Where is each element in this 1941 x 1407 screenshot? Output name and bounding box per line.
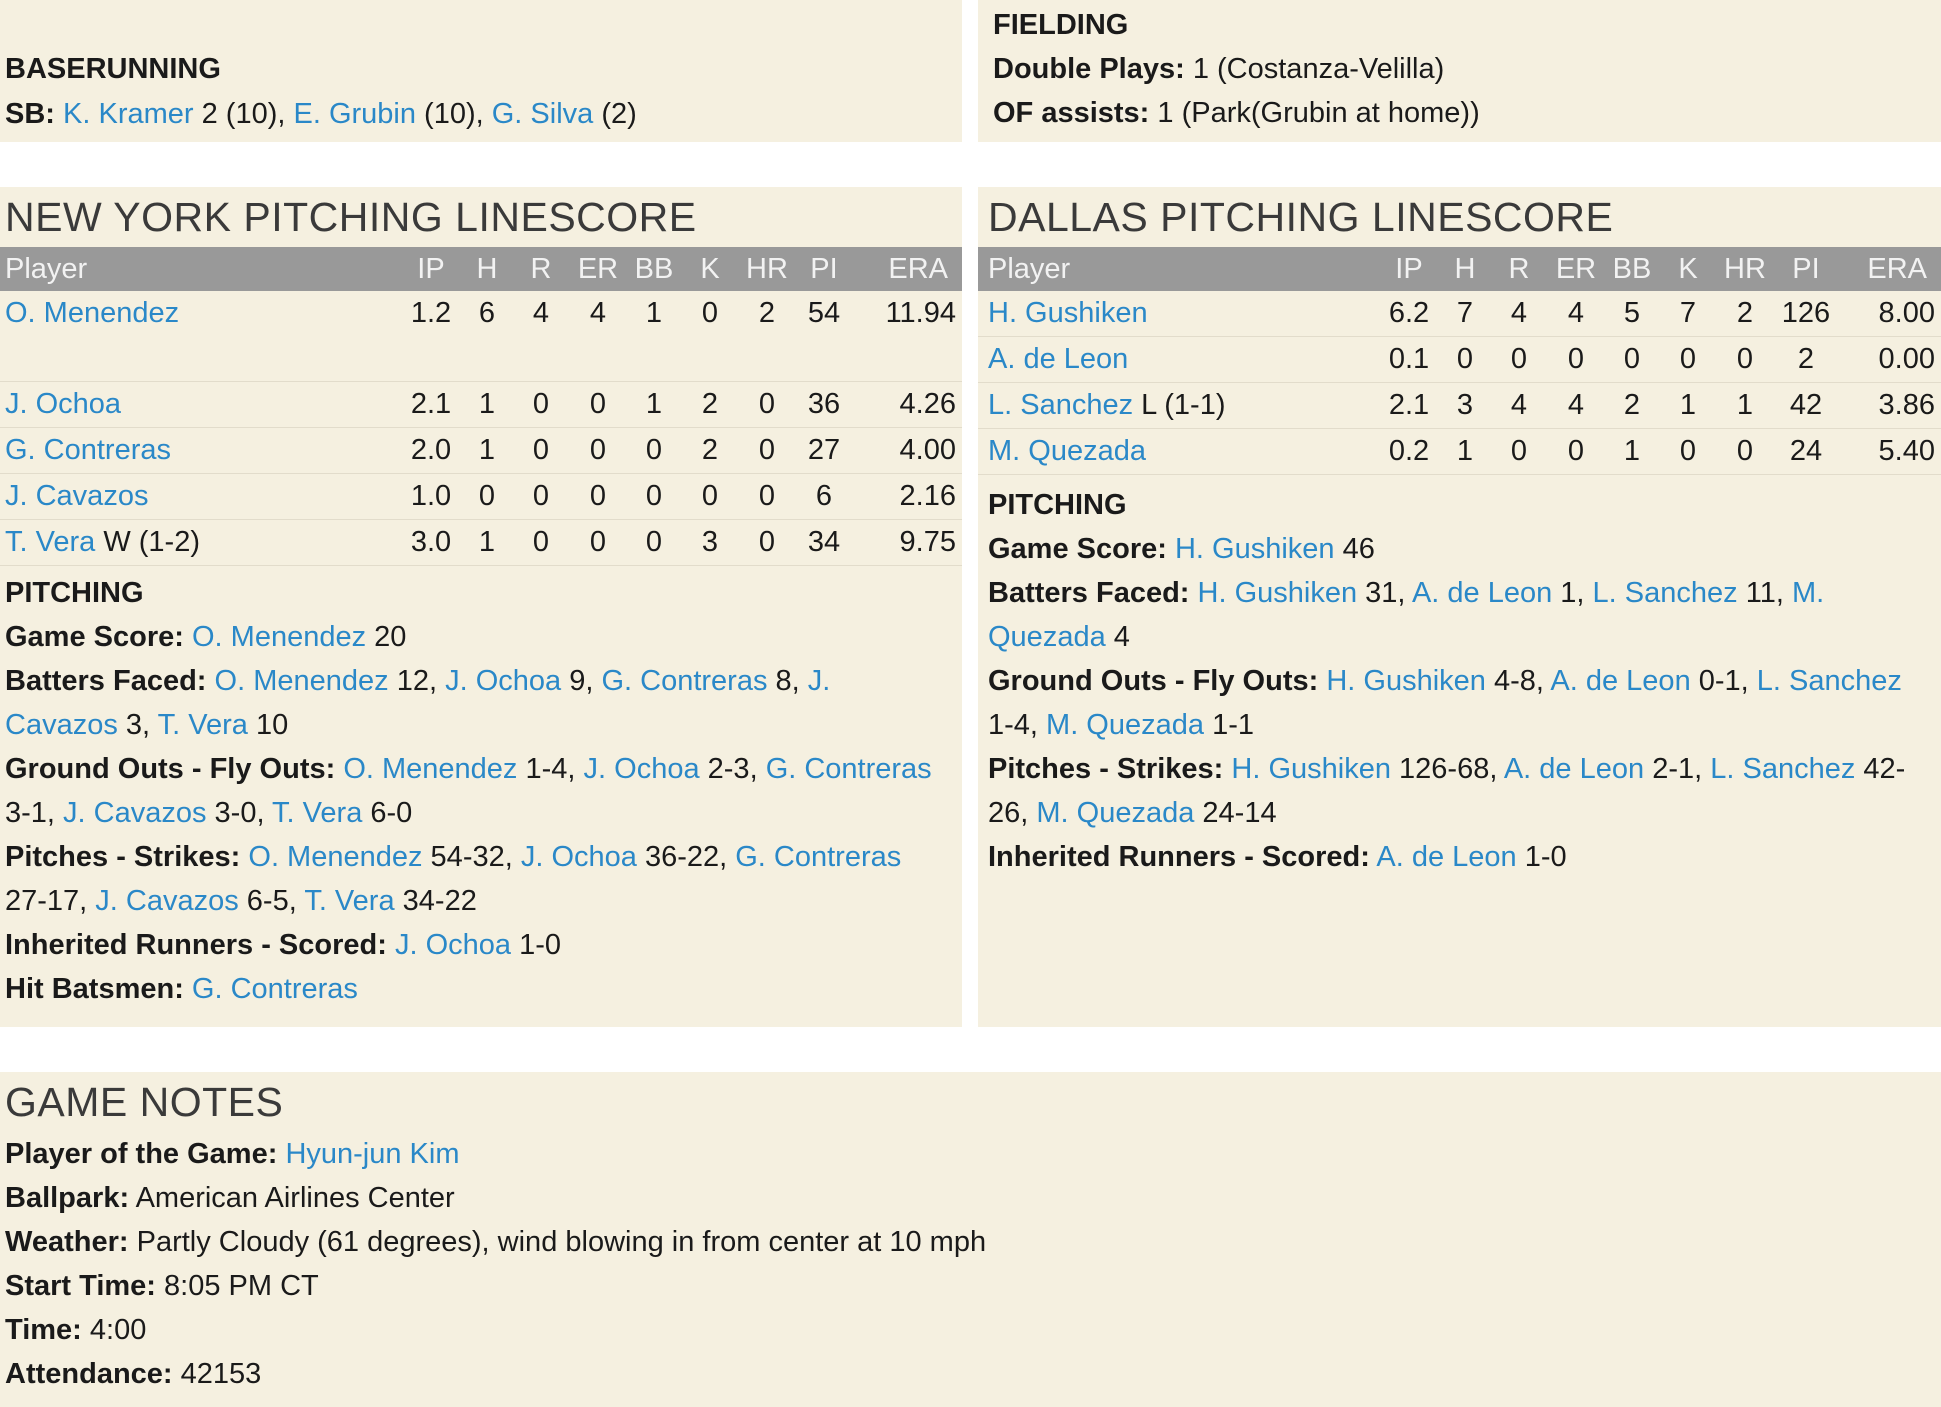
player-link[interactable]: J. Cavazos [63,797,207,829]
player-link[interactable]: J. Ochoa [5,388,122,420]
ny-game-score-line [5,615,950,659]
player-of-game-link[interactable]: Hyun-jun Kim [285,1138,460,1170]
col-header-bb: BB [626,247,682,291]
dal-header-row [978,247,1941,291]
stat-text: 42-26, [988,753,1906,829]
game-score-label: Game Score: [988,533,1167,565]
stat-cell-pi: 27 [796,428,852,474]
attendance-value: 42153 [172,1358,262,1390]
player-cell [0,291,400,382]
stolen-bases-line [0,92,637,136]
game-time-value: 4:00 [81,1314,147,1346]
stat-cell-k: 0 [1660,337,1716,383]
stat-cell-bb: 0 [626,474,682,520]
stat-cell-bb: 0 [626,520,682,566]
player-link[interactable]: M. Quezada [1046,709,1205,741]
stat-cell-ip: 2.1 [400,382,462,428]
player-link[interactable]: T. Vera [304,885,395,917]
dal-pitching-title: DALLAS PITCHING LINESCORE [988,194,1614,240]
stat-cell-hr: 0 [738,428,796,474]
stat-text: 2-3, [699,753,766,785]
pitches-strikes-label: Pitches - Strikes: [5,841,241,873]
table-row [0,291,962,382]
dal-game-score-list [1175,533,1375,565]
stat-text: (10), [415,98,492,130]
stat-cell-era: 0.00 [1838,337,1941,383]
player-link[interactable]: M. Quezada [1036,797,1195,829]
stat-text: 126-68, [1390,753,1504,785]
stat-cell-r: 0 [512,428,570,474]
ny-hit-batsmen-list [192,973,358,1005]
fielding-title: FIELDING [993,9,1129,41]
stat-cell-h: 0 [462,474,512,520]
player-link[interactable]: O. Menendez [248,841,423,873]
decision-note: L (1-1) [1133,389,1226,421]
stat-text: 1-1 [1204,709,1254,741]
ny-pitches-line [5,835,950,923]
stat-cell-k: 0 [682,291,738,382]
stat-cell-h: 1 [1440,429,1490,475]
stat-text: 27-17, [5,885,96,917]
stat-cell-r: 0 [512,382,570,428]
dal-pitching-notes [978,475,1933,879]
batters-faced-label: Batters Faced: [5,665,207,697]
stat-cell-bb: 0 [626,428,682,474]
dal-inherited-list [1376,841,1566,873]
start-time-value: 8:05 PM CT [155,1270,319,1302]
stat-cell-r: 4 [1490,291,1548,337]
stat-text: 10 [247,709,289,741]
stat-cell-ip: 2.0 [400,428,462,474]
stat-cell-era: 4.26 [852,382,962,428]
stat-text: 4-8, [1485,665,1551,697]
inherited-runners-label: Inherited Runners - Scored: [5,929,387,961]
player-link[interactable]: L. Sanchez [988,389,1134,421]
game-time-label: Time: [5,1314,82,1346]
player-link[interactable]: O. Menendez [191,621,367,653]
stat-cell-hr: 1 [1716,383,1774,429]
ny-hit-batsmen-line [5,967,950,1011]
hit-batsmen-label: Hit Batsmen: [5,973,184,1005]
stat-cell-ip: 1.2 [400,291,462,382]
stat-cell-bb: 0 [1604,337,1660,383]
player-cell [978,337,1378,383]
stat-cell-pi: 42 [1774,383,1838,429]
player-link[interactable]: O. Menendez [5,297,180,329]
stat-cell-h: 1 [462,382,512,428]
player-link[interactable]: J. Cavazos [95,885,239,917]
player-link[interactable]: E. Grubin [293,98,416,130]
stat-cell-hr: 0 [1716,429,1774,475]
stat-text: 34-22 [394,885,477,917]
stat-cell-h: 6 [462,291,512,382]
player-link[interactable]: A. de Leon [1376,841,1517,873]
ny-game-score-list [192,621,406,653]
stat-text: 11, [1737,577,1792,609]
sb-list [63,98,637,130]
player-link[interactable]: H. Gushiken [1326,665,1486,697]
stat-cell-h: 7 [1440,291,1490,337]
stat-cell-ip: 2.1 [1378,383,1440,429]
stat-cell-k: 2 [682,382,738,428]
stat-cell-r: 0 [512,520,570,566]
stat-cell-er: 0 [570,382,626,428]
stat-cell-bb: 1 [626,382,682,428]
baserunning-panel [0,0,962,142]
col-header-h: H [462,247,512,291]
stat-cell-er: 0 [1548,429,1604,475]
col-header-ip: IP [1378,247,1440,291]
sb-label: SB: [5,98,55,130]
stat-cell-bb: 2 [1604,383,1660,429]
col-header-r: R [512,247,570,291]
col-header-er: ER [1548,247,1604,291]
player-link[interactable]: K. Kramer [63,98,194,130]
dal-go-fo-line [988,659,1933,747]
player-link[interactable]: A. de Leon [1550,665,1691,697]
table-row [978,337,1941,383]
game-notes-list [0,1132,1941,1396]
ny-pitching-subtitle: PITCHING [5,577,144,609]
stat-cell-r: 4 [512,291,570,382]
stat-cell-er: 0 [570,520,626,566]
stat-cell-pi: 6 [796,474,852,520]
go-fo-label: Ground Outs - Fly Outs: [5,753,336,785]
ny-linescore-table [0,247,962,566]
player-link[interactable]: O. Menendez [343,753,518,785]
player-link[interactable]: G. Silva [491,98,594,130]
player-link[interactable]: H. Gushiken [988,297,1148,329]
player-cell [978,291,1378,337]
stat-cell-h: 3 [1440,383,1490,429]
stat-cell-hr: 2 [738,291,796,382]
col-header-h: H [1440,247,1490,291]
stat-text: 6-5, [238,885,305,917]
batters-faced-label: Batters Faced: [988,577,1190,609]
player-link[interactable]: L. Sanchez [1592,577,1738,609]
stat-cell-era: 2.16 [852,474,962,520]
col-header-k: K [1660,247,1716,291]
col-header-er: ER [570,247,626,291]
player-link[interactable]: G. Contreras [735,841,902,873]
player-link[interactable]: A. de Leon [1411,577,1553,609]
stat-text: 24-14 [1194,797,1277,829]
ny-inherited-list [395,929,561,961]
player-link[interactable]: M. Quezada [988,435,1146,467]
stat-cell-k: 0 [682,474,738,520]
stat-text: 1-4, [988,709,1047,741]
stat-cell-era: 11.94 [852,291,962,382]
stat-text: 3-1, [5,797,64,829]
stat-cell-h: 1 [462,520,512,566]
stat-cell-k: 7 [1660,291,1716,337]
baserunning-title: BASERUNNING [5,53,221,85]
stat-cell-er: 0 [570,474,626,520]
stat-cell-era: 5.40 [1838,429,1941,475]
player-cell [0,474,400,520]
player-link[interactable]: J. Ochoa [394,929,512,961]
stat-text: 12, [388,665,446,697]
stat-cell-era: 8.00 [1838,291,1941,337]
ny-batters-faced-line [5,659,950,747]
stat-text: (2) [593,98,637,130]
player-link[interactable]: M. Quezada [988,577,1825,653]
attendance-line [5,1352,1941,1396]
player-link[interactable]: J. Ochoa [445,665,562,697]
weather-label: Weather: [5,1226,129,1258]
stat-text: 3-0, [206,797,273,829]
ny-go-fo-line [5,747,950,835]
game-notes-title: GAME NOTES [5,1079,284,1125]
inherited-runners-label: Inherited Runners - Scored: [988,841,1370,873]
ny-pitching-title: NEW YORK PITCHING LINESCORE [5,194,697,240]
col-header-hr: HR [1716,247,1774,291]
stat-cell-hr: 0 [1716,337,1774,383]
game-time-line [5,1308,1941,1352]
stat-text: 1-0 [511,929,561,961]
dal-linescore-table [978,247,1941,475]
stat-cell-bb: 5 [1604,291,1660,337]
start-time-line [5,1264,1941,1308]
stat-cell-pi: 126 [1774,291,1838,337]
stat-text: 1, [1552,577,1593,609]
stat-cell-ip: 1.0 [400,474,462,520]
ny-header-row [0,247,962,291]
player-cell [0,382,400,428]
dal-pitching-subtitle: PITCHING [988,489,1127,521]
stat-text: 1-4, [517,753,584,785]
stat-cell-er: 4 [1548,291,1604,337]
stat-cell-er: 4 [570,291,626,382]
col-header-hr: HR [738,247,796,291]
weather-line [5,1220,1941,1264]
player-of-game-line [5,1132,1941,1176]
stat-cell-bb: 1 [1604,429,1660,475]
col-header-ip: IP [400,247,462,291]
ballpark-line [5,1176,1941,1220]
player-link[interactable]: J. Cavazos [5,665,831,741]
stat-text: 8, [767,665,808,697]
stat-text: 6-0 [362,797,413,829]
ny-inherited-line [5,923,950,967]
pitches-strikes-label: Pitches - Strikes: [988,753,1224,785]
stat-cell-r: 4 [1490,383,1548,429]
player-link[interactable]: G. Contreras [765,753,932,785]
stat-cell-k: 2 [682,428,738,474]
table-row [0,474,962,520]
stat-text: 1-0 [1516,841,1567,873]
col-header-player: Player [978,247,1378,291]
dal-game-score-line [988,527,1933,571]
dal-rows [978,291,1941,475]
go-fo-label: Ground Outs - Fly Outs: [988,665,1319,697]
attendance-label: Attendance: [5,1358,173,1390]
stat-text: 54-32, [422,841,521,873]
stat-cell-er: 0 [1548,337,1604,383]
dal-inherited-line [988,835,1933,879]
player-cell [0,428,400,474]
player-cell [978,429,1378,475]
player-link[interactable]: H. Gushiken [1231,753,1391,785]
col-header-era: ERA [852,247,962,291]
stat-cell-h: 0 [1440,337,1490,383]
stat-cell-k: 0 [1660,429,1716,475]
of-assists-line [988,91,1480,135]
stat-cell-pi: 36 [796,382,852,428]
table-row [978,429,1941,475]
ballpark-label: Ballpark: [5,1182,130,1214]
stat-cell-era: 3.86 [1838,383,1941,429]
decision-note: W (1-2) [95,526,200,558]
start-time-label: Start Time: [5,1270,156,1302]
player-link[interactable]: J. Ochoa [583,753,700,785]
col-header-pi: PI [796,247,852,291]
stat-cell-bb: 1 [626,291,682,382]
player-link[interactable]: G. Contreras [5,434,171,466]
stat-cell-h: 1 [462,428,512,474]
stat-text: 46 [1334,533,1375,565]
stat-cell-era: 4.00 [852,428,962,474]
col-header-pi: PI [1774,247,1838,291]
stat-cell-er: 0 [570,428,626,474]
stat-cell-hr: 2 [1716,291,1774,337]
player-link[interactable]: J. Cavazos [5,480,149,512]
stat-cell-ip: 6.2 [1378,291,1440,337]
stat-cell-er: 4 [1548,383,1604,429]
player-link[interactable]: L. Sanchez [1756,665,1902,697]
stat-text: 3, [117,709,158,741]
player-link[interactable]: G. Contreras [191,973,358,1005]
stat-cell-hr: 0 [738,474,796,520]
player-cell [0,520,400,566]
stat-cell-r: 0 [512,474,570,520]
player-cell [978,383,1378,429]
stat-text: 31, [1357,577,1412,609]
col-header-era: ERA [1838,247,1941,291]
col-header-player: Player [0,247,400,291]
stat-text: 0-1, [1690,665,1757,697]
player-link[interactable]: A. de Leon [1503,753,1645,785]
stat-cell-ip: 0.2 [1378,429,1440,475]
ballpark-value: American Airlines Center [129,1182,455,1214]
weather-value: Partly Cloudy (61 degrees), wind blowing in from center at 10 mph [128,1226,987,1258]
player-link[interactable]: O. Menendez [214,665,389,697]
col-header-bb: BB [1604,247,1660,291]
double-plays-value: 1 (Costanza-Velilla) [1184,53,1445,85]
fielding-panel [978,0,1941,142]
player-link[interactable]: H. Gushiken [1197,577,1358,609]
stat-cell-k: 3 [682,520,738,566]
player-link[interactable]: H. Gushiken [1174,533,1335,565]
stat-cell-r: 0 [1490,337,1548,383]
player-link[interactable]: J. Ochoa [520,841,637,873]
player-link[interactable]: L. Sanchez [1710,753,1856,785]
player-link[interactable]: A. de Leon [988,343,1129,375]
double-plays-label: Double Plays: [993,53,1185,85]
table-row [978,383,1941,429]
player-link[interactable]: T. Vera [5,526,96,558]
player-link[interactable]: T. Vera [157,709,248,741]
ny-pitching-notes [0,566,950,1011]
stat-cell-ip: 3.0 [400,520,462,566]
game-notes-panel [0,1072,1941,1407]
stat-cell-k: 1 [1660,383,1716,429]
stat-text: 2-1, [1644,753,1711,785]
stat-cell-pi: 2 [1774,337,1838,383]
dal-pitching-panel [978,187,1941,1027]
stat-cell-pi: 34 [796,520,852,566]
dal-batters-faced-line [988,571,1933,659]
of-assists-label: OF assists: [993,97,1150,129]
game-score-label: Game Score: [5,621,184,653]
stat-cell-hr: 0 [738,382,796,428]
table-row [0,520,962,566]
table-row [0,382,962,428]
stat-text: 9, [561,665,602,697]
stat-text: 2 (10), [193,98,294,130]
col-header-r: R [1490,247,1548,291]
stat-cell-era: 9.75 [852,520,962,566]
stat-text: 36-22, [636,841,736,873]
player-link[interactable]: G. Contreras [601,665,768,697]
player-link[interactable]: T. Vera [272,797,363,829]
double-plays-line [988,47,1444,91]
col-header-k: K [682,247,738,291]
stat-cell-pi: 54 [796,291,852,382]
ny-rows [0,291,962,566]
ny-pitching-panel [0,187,962,1027]
stat-cell-ip: 0.1 [1378,337,1440,383]
stat-cell-r: 0 [1490,429,1548,475]
dal-pitches-line [988,747,1933,835]
player-of-game-label: Player of the Game: [5,1138,278,1170]
stat-text: 4 [1105,621,1130,653]
stat-cell-pi: 24 [1774,429,1838,475]
table-row [978,291,1941,337]
stat-cell-hr: 0 [738,520,796,566]
table-row [0,428,962,474]
stat-text: 20 [366,621,407,653]
of-assists-value: 1 (Park(Grubin at home)) [1149,97,1480,129]
